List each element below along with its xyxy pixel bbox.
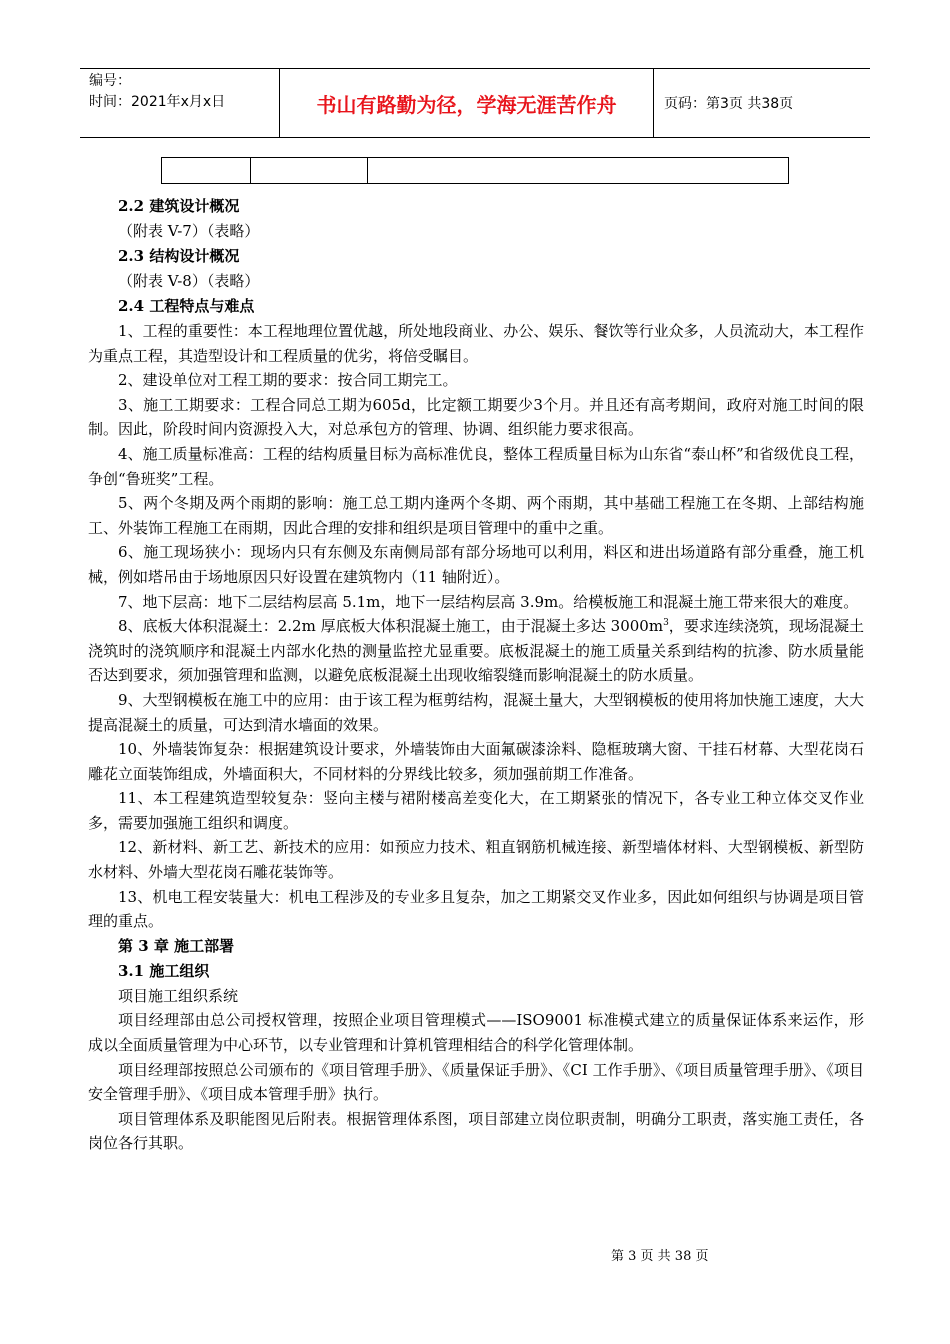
paragraph: 9、大型钢模板在施工中的应用：由于该工程为框剪结构，混凝土量大，大型钢模板的使用将加快施工速度，大大提高混凝土的质量，可达到清水墙面的效果。 — [88, 690, 864, 734]
table-note: （附表 V-7）（表略） — [118, 222, 260, 240]
paragraph: 3、施工工期要求：工程合同总工期为605d，比定额工期要少3个月。并且还有高考期间，政府对施工时间的限制。因此，阶段时间内资源投入大，对总承包方的管理、协调、组织能力要求很高。 — [88, 395, 864, 439]
page-header — [80, 68, 870, 138]
paragraph: 1、工程的重要性：本工程地理位置优越，所处地段商业、办公、娱乐、餐饮等行业众多，人员流动大，本工程作为重点工程，其造型设计和工程质量的优劣，将倍受瞩目。 — [88, 322, 864, 365]
paragraph: 4、施工质量标准高：工程的结构质量目标为高标准优良，整体工程质量目标为山东省“泰山杯”和省级优良工程，争创“鲁班奖”工程。 — [88, 444, 864, 488]
paragraph: 项目管理体系及职能图见后附表。根据管理体系图，项目部建立岗位职责制，明确分工职责，落实施工责任，各岗位各行其职。 — [88, 1109, 864, 1153]
table-cell — [251, 158, 368, 184]
document-body — [88, 194, 864, 1156]
paragraph: 7、地下层高：地下二层结构层高 5.1m，地下一层结构层高 3.9m。给模板施工和混凝土施工带来很大的难度。 — [118, 592, 859, 611]
section-heading: 2.4 工程特点与难点 — [118, 297, 255, 315]
paragraph: 项目经理部由总公司授权管理，按照企业项目管理模式——ISO9001 标准模式建立的质量保证体系来运作，形成以全面质量管理为中心环节，以专业管理和计算机管理相结合的科学化管理体制。 — [88, 1011, 864, 1055]
date-label: 时间：2021年x月x日 — [89, 94, 226, 110]
section-heading: 2.2 建筑设计概况 — [118, 197, 240, 215]
page-label: 页码：第3页 共38页 — [664, 96, 794, 112]
paragraph: 2、建设单位对工程工期的要求：按合同工期完工。 — [118, 371, 458, 390]
section-heading: 2.3 结构设计概况 — [118, 247, 240, 265]
paragraph-text: 8、底板大体积混凝土：2.2m 厚底板大体积混凝土施工，由于混凝土多达 3000m — [118, 617, 664, 636]
superscript: 3 — [663, 618, 669, 629]
table-row — [162, 158, 789, 184]
motto: 书山有路勤为径，学海无涯苦作舟 — [280, 69, 654, 137]
paragraph: 6、施工现场狭小：现场内只有东侧及东南侧局部有部分场地可以利用，料区和进出场道路有部分重叠，施工机械，例如塔吊由于场地原因只好设置在建筑物内（11 轴附近）。 — [88, 543, 864, 586]
paragraph: 5、两个冬期及两个雨期的影响：施工总工期内逢两个冬期、两个雨期，其中基础工程施工在冬期、上部结构施工、外装饰工程施工在雨期，因此合理的安排和组织是项目管理中的重中之重。 — [88, 494, 864, 537]
paragraph: 11、本工程建筑造型较复杂：竖向主楼与裙附楼高差变化大，在工期紧张的情况下，各专业工种立体交叉作业多，需要加强施工组织和调度。 — [88, 789, 864, 832]
header-info — [80, 69, 280, 137]
paragraph: 10、外墙装饰复杂：根据建筑设计要求，外墙装饰由大面氟碳漆涂料、隐框玻璃大窗、干挂石材幕、大型花岗石雕花立面装饰组成，外墙面积大，不同材料的分界线比较多，须加强前期工作准备。 — [88, 740, 864, 783]
paragraph: 12、新材料、新工艺、新技术的应用：如预应力技术、粗直钢筋机械连接、新型墙体材料、大型钢模板、新型防水材料、外墙大型花岗石雕花装饰等。 — [88, 838, 864, 882]
chapter-heading: 第 3 章 施工部署 — [118, 936, 235, 955]
paragraph: 13、机电工程安装量大：机电工程涉及的专业多且复杂，加之工期紧交叉作业多，因此如何组织与协调是项目管理的重点。 — [88, 887, 864, 931]
paragraph: 项目经理部按照总公司颁布的《项目管理手册》、《质量保证手册》、《CI 工作手册》、《项目质量管理手册》、《项目安全管理手册》、《项目成本管理手册》执行。 — [88, 1060, 864, 1104]
table-fragment — [161, 157, 789, 184]
table-cell — [368, 158, 789, 184]
table-cell — [162, 158, 251, 184]
page-footer: 第 3 页 共 38 页 — [611, 1249, 709, 1264]
paragraph — [88, 614, 864, 688]
section-heading: 3.1 施工组织 — [118, 961, 210, 980]
paragraph-text: ，要求连续浇筑，现场混凝土浇筑时的浇筑顺序和混凝土内部水化热的测量监控尤显重要。底板混凝土的施工质量关系到结构的抗渗、防水质量能否达到要求，须加强管理和监测，以避免底板混凝土出现收缩裂缝而影响混凝土的防水质量。 — [88, 617, 864, 685]
paragraph: 项目施工组织系统 — [118, 986, 239, 1005]
table-note: （附表 V-8）（表略） — [118, 272, 260, 290]
number-label: 编号： — [89, 73, 131, 89]
